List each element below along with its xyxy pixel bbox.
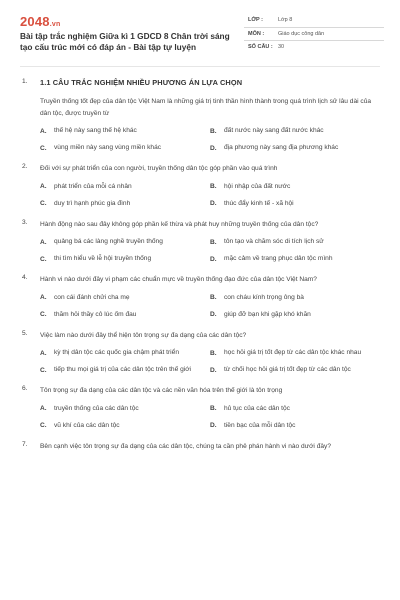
question-text: Hành vi nào dưới đây vi phạm các chuẩn mực về truyền thống đạo đức của dân tộc Việt Nam? [40,276,317,283]
option-text: con cái đánh chửi cha mẹ [54,293,130,301]
option-row [40,293,380,303]
option-letter: A. [40,238,47,246]
option-letter: D. [210,422,217,429]
question-number: 2. [22,163,28,170]
meta-row-subject [244,28,384,42]
question-1 [22,76,380,153]
option-b[interactable] [210,293,380,303]
question-7 [22,441,380,453]
option-c[interactable] [40,365,210,375]
option-row [40,254,380,264]
option-text: địa phương này sang địa phương khác [224,144,339,152]
meta-key: SỐ CÂU : [248,44,273,50]
option-row [40,310,380,320]
option-a[interactable] [40,126,210,136]
option-text: mặc cảm về trang phục dân tộc mình [224,255,333,263]
option-text: duy trì hạnh phúc gia đình [54,199,131,207]
option-text: từ chối học hỏi giá trị tốt đẹp từ các dân tộc [224,366,351,374]
option-text: hủ tục của các dân tộc [224,404,290,412]
option-letter: C. [40,200,47,207]
option-letter: B. [210,405,217,412]
meta-row-class [244,14,384,28]
question-number: 7. [22,440,28,448]
meta-key: MÔN : [248,30,265,37]
option-text: đất nước này sang đất nước khác [224,127,324,135]
option-text: quảng bá các làng nghề truyền thống [54,238,163,246]
question-5 [22,330,380,376]
option-letter: A. [40,405,47,412]
option-a[interactable] [40,348,210,358]
section-title: 1.1 CÂU TRẮC NGHIỆM NHIỀU PHƯƠNG ÁN LỰA CHỌN [40,77,243,87]
option-text: phát triển của mỗi cá nhân [54,182,132,190]
option-row [40,404,380,414]
option-text: hội nhập của đất nước [224,182,291,190]
logo-main: 2048 [20,14,50,29]
option-b[interactable] [210,237,380,247]
option-letter: D. [210,366,217,374]
option-c[interactable] [40,254,210,264]
option-text: học hỏi giá trị tốt đẹp từ các dân tộc khác nhau [224,349,362,357]
option-letter: A. [40,183,47,190]
option-c[interactable] [40,143,210,153]
question-4 [22,274,380,320]
logo-suffix: .vn [49,21,61,28]
option-b[interactable] [210,182,380,192]
option-letter: D. [210,311,217,318]
meta-table [244,14,384,55]
option-c[interactable] [40,421,210,431]
option-row [40,126,380,136]
option-b[interactable] [210,348,380,358]
answer-options [40,237,380,264]
question-2 [22,163,380,209]
option-text: thúc đẩy kinh tế - xã hội [224,199,294,207]
option-letter: B. [210,238,217,246]
option-letter: C. [40,366,47,374]
option-text: thi tìm hiểu về lễ hội truyền thống [54,255,152,263]
meta-row-count [244,41,384,55]
option-d[interactable] [210,421,380,431]
option-letter: B. [210,183,217,190]
option-text: tôn tạo và chăm sóc di tích lịch sử [224,238,324,246]
question-6 [22,385,380,431]
option-letter: B. [210,349,217,357]
option-row [40,421,380,431]
answer-options [40,348,380,375]
question-text: Truyền thống tốt đẹp của dân tộc Việt Nam là những giá trị tinh thần hình thành trong quá trình lịch sử lâu dài của dân tộc, được truyền từ [40,98,372,117]
option-text: tiền bạc của mỗi dân tộc [224,421,296,429]
option-letter: D. [210,255,217,263]
answer-options [40,293,380,320]
option-text: con cháu kính trọng ông bà [224,293,304,301]
answer-options [40,126,380,153]
page-header [20,14,380,60]
question-list [22,76,380,452]
option-text: vũ khí của các dân tộc [54,421,120,429]
option-letter: A. [40,294,47,301]
option-a[interactable] [40,293,210,303]
option-a[interactable] [40,404,210,414]
option-d[interactable] [210,365,380,375]
option-b[interactable] [210,404,380,414]
option-row [40,348,380,358]
option-text: kỳ thị dân tộc các quốc gia chậm phát triển [54,349,179,357]
option-text: thế hệ này sang thế hệ khác [54,127,137,135]
answer-options [40,404,380,431]
question-text: Tôn trọng sự đa dạng của các dân tộc và các nền văn hóa trên thế giới là tôn trọng [40,387,283,394]
option-d[interactable] [210,310,380,320]
meta-key: LỚP : [248,17,263,23]
option-b[interactable] [210,126,380,136]
option-row [40,365,380,375]
option-c[interactable] [40,199,210,209]
question-number: 5. [22,329,28,337]
header-divider [20,66,380,67]
question-number: 4. [22,274,28,281]
option-row [40,237,380,247]
option-text: vùng miền này sang vùng miền khác [54,144,162,152]
answer-options [40,182,380,209]
option-a[interactable] [40,237,210,247]
meta-value: Lớp 8 [278,17,293,23]
question-text: Đối với sự phát triển của con người, truyền thống dân tộc góp phần vào quá trình [40,165,278,172]
option-text: thăm hỏi thầy cô lúc ốm đau [54,310,137,318]
option-d[interactable] [210,254,380,264]
question-3 [22,219,380,265]
question-text: Hành động nào sau đây không góp phần kế thừa và phát huy những truyền thống của dân tộc? [40,220,319,228]
option-letter: C. [40,422,47,429]
document-title: Bài tập trắc nghiệm Giữa kì 1 GDCD 8 Chân trời sáng tạo cấu trúc mới có đáp án - Bài tập tự luyện [20,31,230,52]
option-row [40,182,380,192]
option-row [40,199,380,209]
meta-value: Giáo dục công dân [278,30,325,37]
option-letter: C. [40,144,47,152]
option-text: truyền thống của các dân tộc [54,404,139,412]
meta-value: 30 [278,44,285,50]
option-letter: D. [210,200,217,207]
section-heading [22,76,380,90]
option-letter: B. [210,294,217,301]
site-logo[interactable] [20,14,60,29]
question-number: 6. [22,385,28,392]
option-row [40,143,380,153]
option-d[interactable] [210,199,380,209]
question-number: 1. [22,78,28,85]
option-letter: B. [210,127,217,135]
option-d[interactable] [210,143,380,153]
option-letter: C. [40,255,47,263]
option-letter: A. [40,349,47,357]
question-text: Bên cạnh việc tôn trọng sự đa dạng của các dân tộc, chúng ta cần phê phán hành vi nào dưới đây? [40,442,332,450]
option-letter: C. [40,311,47,318]
option-c[interactable] [40,310,210,320]
option-letter: D. [210,144,217,152]
option-letter: A. [40,127,47,135]
option-text: giúp đỡ bạn khi gặp khó khăn [224,310,311,318]
option-a[interactable] [40,182,210,192]
option-text: tiếp thu mọi giá trị của các dân tộc trên thế giới [54,366,192,374]
question-number: 3. [22,218,28,226]
question-text: Việc làm nào dưới đây thể hiện tôn trọng sự đa dạng của các dân tộc? [40,331,247,339]
